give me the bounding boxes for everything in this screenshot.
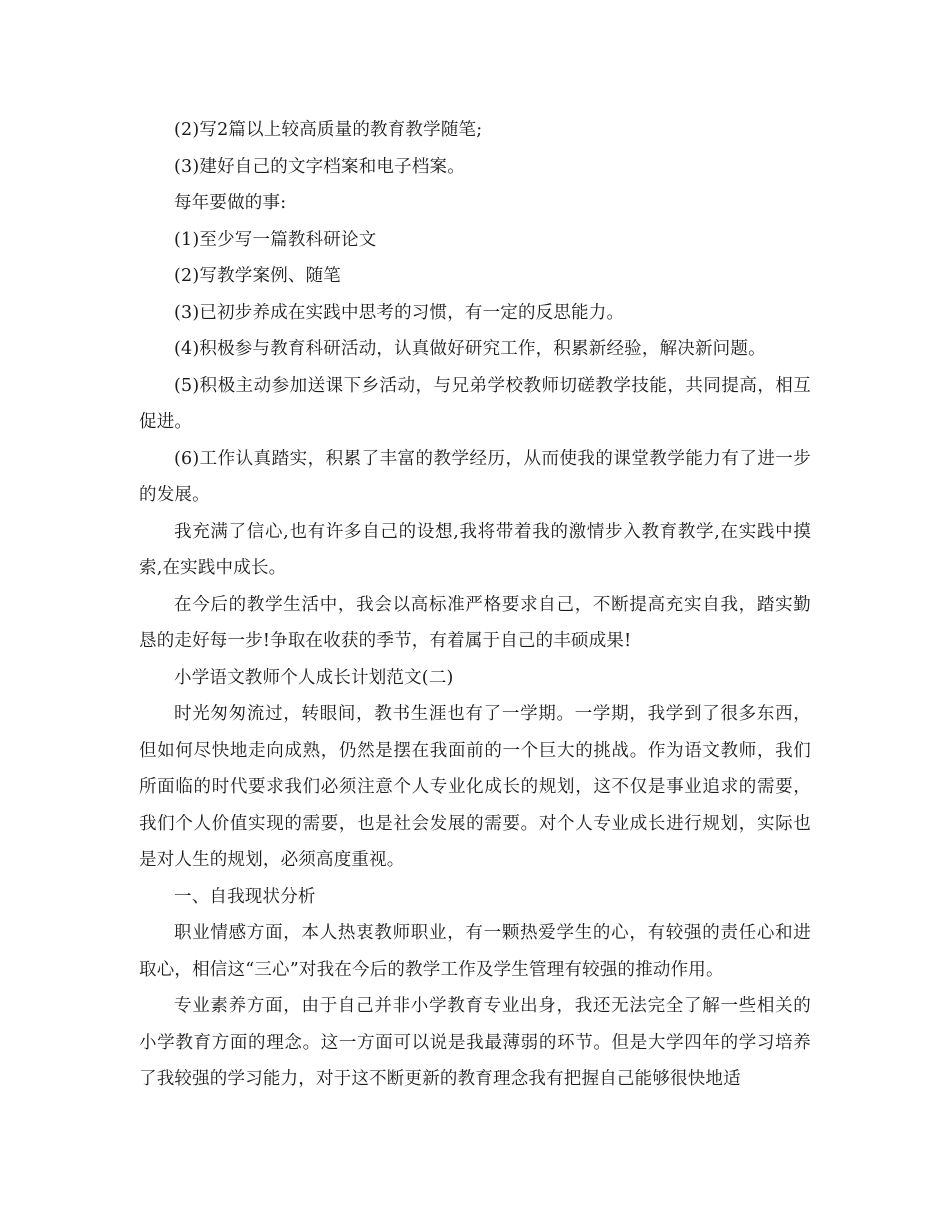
section-title-part-two: 小学语文教师个人成长计划范文(二) bbox=[174, 667, 454, 688]
paragraph-yearly-3: (3)已初步养成在实践中思考的习惯，有一定的反思能力。 bbox=[174, 302, 625, 323]
paragraph-confidence: 我充满了信心,也有许多自己的设想,我将带着我的激情步入教育教学,在实践中摸索,在实践中成长。 bbox=[139, 521, 811, 578]
paragraph-yearly-4: (4)积极参与教育科研活动，认真做好研究工作，积累新经验，解决新问题。 bbox=[174, 339, 766, 359]
paragraph-professional-quality: 专业素养方面，由于自己并非小学教育专业出身，我还无法完全了解一些相关的小学教育方面的理念。这一方面可以说是我最薄弱的环节。但是大学四年的学习培养了我较强的学习能力，对于这不断更新的教育理念我有把握自己能够很快地适 bbox=[139, 996, 811, 1089]
paragraph-future: 在今后的教学生活中，我会以高标准严格要求自己，不断提高充实自我，踏实勤恳的走好每一步!争取在收获的季节，有着属于自己的丰硕成果! bbox=[139, 594, 811, 651]
section-heading-self-analysis: 一、自我现状分析 bbox=[174, 886, 316, 907]
paragraph-yearly-5: (5)积极主动参加送课下乡活动，与兄弟学校教师切磋教学技能，共同提高，相互促进。 bbox=[139, 375, 811, 432]
document-body bbox=[139, 112, 811, 1098]
paragraph-yearly-6: (6)工作认真踏实，积累了丰富的教学经历，从而使我的课堂教学能力有了进一步的发展。 bbox=[139, 448, 811, 505]
paragraph-introduction: 时光匆匆流过，转眼间，教书生涯也有了一学期。一学期，我学到了很多东西，但如何尽快地走向成熟，仍然是摆在我面前的一个巨大的挑战。作为语文教师，我们所面临的时代要求我们必须注意个人专业化成长的规划，这不仅是事业追求的需要，我们个人价值实现的需要，也是社会发展的需要。对个人专业成长进行规划，实际也是对人生的规划，必须高度重视。 bbox=[139, 704, 811, 870]
paragraph-item-3-archives: (3)建好自己的文字档案和电子档案。 bbox=[174, 156, 465, 177]
paragraph-professional-emotion: 职业情感方面，本人热衷教师职业，有一颗热爱学生的心，有较强的责任心和进取心，相信这“三心”对我在今后的教学工作及学生管理有较强的推动作用。 bbox=[139, 923, 811, 980]
paragraph-yearly-tasks-heading: 每年要做的事: bbox=[174, 193, 287, 213]
paragraph-yearly-1: (1)至少写一篇教科研论文 bbox=[174, 229, 377, 250]
paragraph-item-2-essays: (2)写2篇以上较高质量的教育教学随笔; bbox=[174, 120, 483, 140]
paragraph-yearly-2: (2)写教学案例、随笔 bbox=[174, 266, 341, 286]
